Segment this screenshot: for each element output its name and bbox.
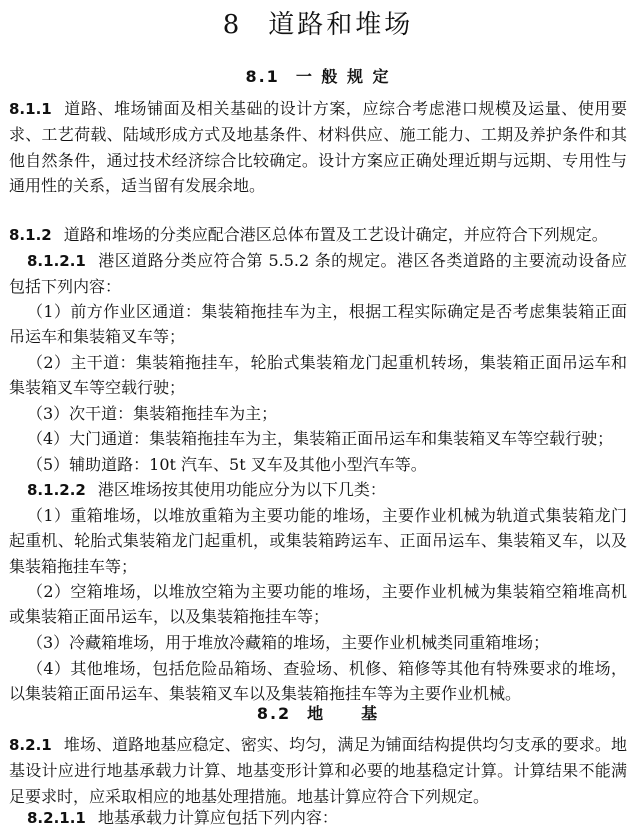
clause-number: 8.1.2 <box>9 226 52 244</box>
clause-text: 港区道路分类应符合第 5.5.2 条的规定。港区各类道路的主要流动设备应包括下列内容： <box>9 251 627 297</box>
section-title-8-1 <box>0 64 636 87</box>
clause-8-2-1-1 <box>9 805 627 831</box>
yard-item-3: （3）冷藏箱堆场，用于堆放冷藏箱的堆场，主要作业机械类同重箱堆场； <box>27 633 550 652</box>
clause-number: 8.1.2.2 <box>27 481 86 499</box>
clause-8-1-2-1 <box>9 248 627 300</box>
clause-text: 港区堆场按其使用功能应分为以下几类： <box>97 480 386 499</box>
clause-8-1-1 <box>9 96 627 199</box>
clause-8-1-2 <box>9 222 627 248</box>
clause-text: 道路、堆场铺面及相关基础的设计方案，应综合考虑港口规模及运量、使用要求、工艺荷载、陆域形成方式及地基条件、材料供应、施工能力、工期及养护条件和其他自然条件，通过技术经济综合比较确定。设计方案应正确处理近期与远期、专用性与通用性的关系，适当留有发展余地。 <box>9 99 627 196</box>
section-title-text: 地 基 <box>307 704 380 723</box>
section-number: 8.1 <box>245 67 280 86</box>
road-item-4: （4）大门通道：集装箱拖挂车为主，集装箱正面吊运车和集装箱叉车等空载行驶； <box>27 429 614 448</box>
clause-number: 8.2.1 <box>9 736 52 754</box>
section-number: 8.2 <box>256 704 292 723</box>
road-item-5: （5）辅助道路：10t 汽车、5t 叉车及其他小型汽车等。 <box>27 455 427 474</box>
clause-8-2-1 <box>9 732 627 809</box>
yard-item-4: （4）其他堆场，包括危险品箱场、查验场、机修、箱修等其他有特殊要求的堆场，以集装箱正面吊运车、集装箱叉车以及集装箱拖挂车等为主要作业机械。 <box>9 659 627 704</box>
clause-text: 地基承载力计算应包括下列内容： <box>97 808 338 827</box>
clause-number: 8.1.2.1 <box>27 252 86 270</box>
road-item-2: （2）主干道：集装箱拖挂车，轮胎式集装箱龙门起重机转场，集装箱正面吊运车和集装箱叉车等空载行驶； <box>9 353 627 398</box>
chapter-title <box>0 4 636 41</box>
clause-8-1-2-2 <box>9 477 627 503</box>
section-title-text: 一 般 规 定 <box>295 67 391 86</box>
clause-number: 8.2.1.1 <box>27 809 86 827</box>
road-item-3: （3）次干道：集装箱拖挂车为主； <box>27 404 278 423</box>
chapter-number: 8 <box>222 10 243 40</box>
chapter-title-text: 道路和堆场 <box>268 10 414 40</box>
clause-text: 道路和堆场的分类应配合港区总体布置及工艺设计确定，并应符合下列规定。 <box>63 225 608 244</box>
yard-item-1: （1）重箱堆场，以堆放重箱为主要功能的堆场，主要作业机械为轨道式集装箱龙门起重机、轮胎式集装箱龙门起重机，或集装箱跨运车、正面吊运车、集装箱叉车，以及集装箱拖挂车等； <box>9 506 627 576</box>
clause-text: 堆场、道路地基应稳定、密实、均匀，满足为铺面结构提供均匀支承的要求。地基设计应进行地基承载力计算、地基变形计算和必要的地基稳定计算。计算结果不能满足要求时，应采取相应的地基处理措施。地基计算应符合下列规定。 <box>9 735 627 806</box>
yard-item-2: （2）空箱堆场，以堆放空箱为主要功能的堆场，主要作业机械为集装箱空箱堆高机或集装箱正面吊运车，以及集装箱拖挂车等； <box>9 582 627 627</box>
clause-number: 8.1.1 <box>9 100 52 118</box>
road-item-1: （1）前方作业区通道：集装箱拖挂车为主，根据工程实际确定是否考虑集装箱正面吊运车和集装箱叉车等； <box>9 302 627 347</box>
section-title-8-2 <box>0 701 636 724</box>
